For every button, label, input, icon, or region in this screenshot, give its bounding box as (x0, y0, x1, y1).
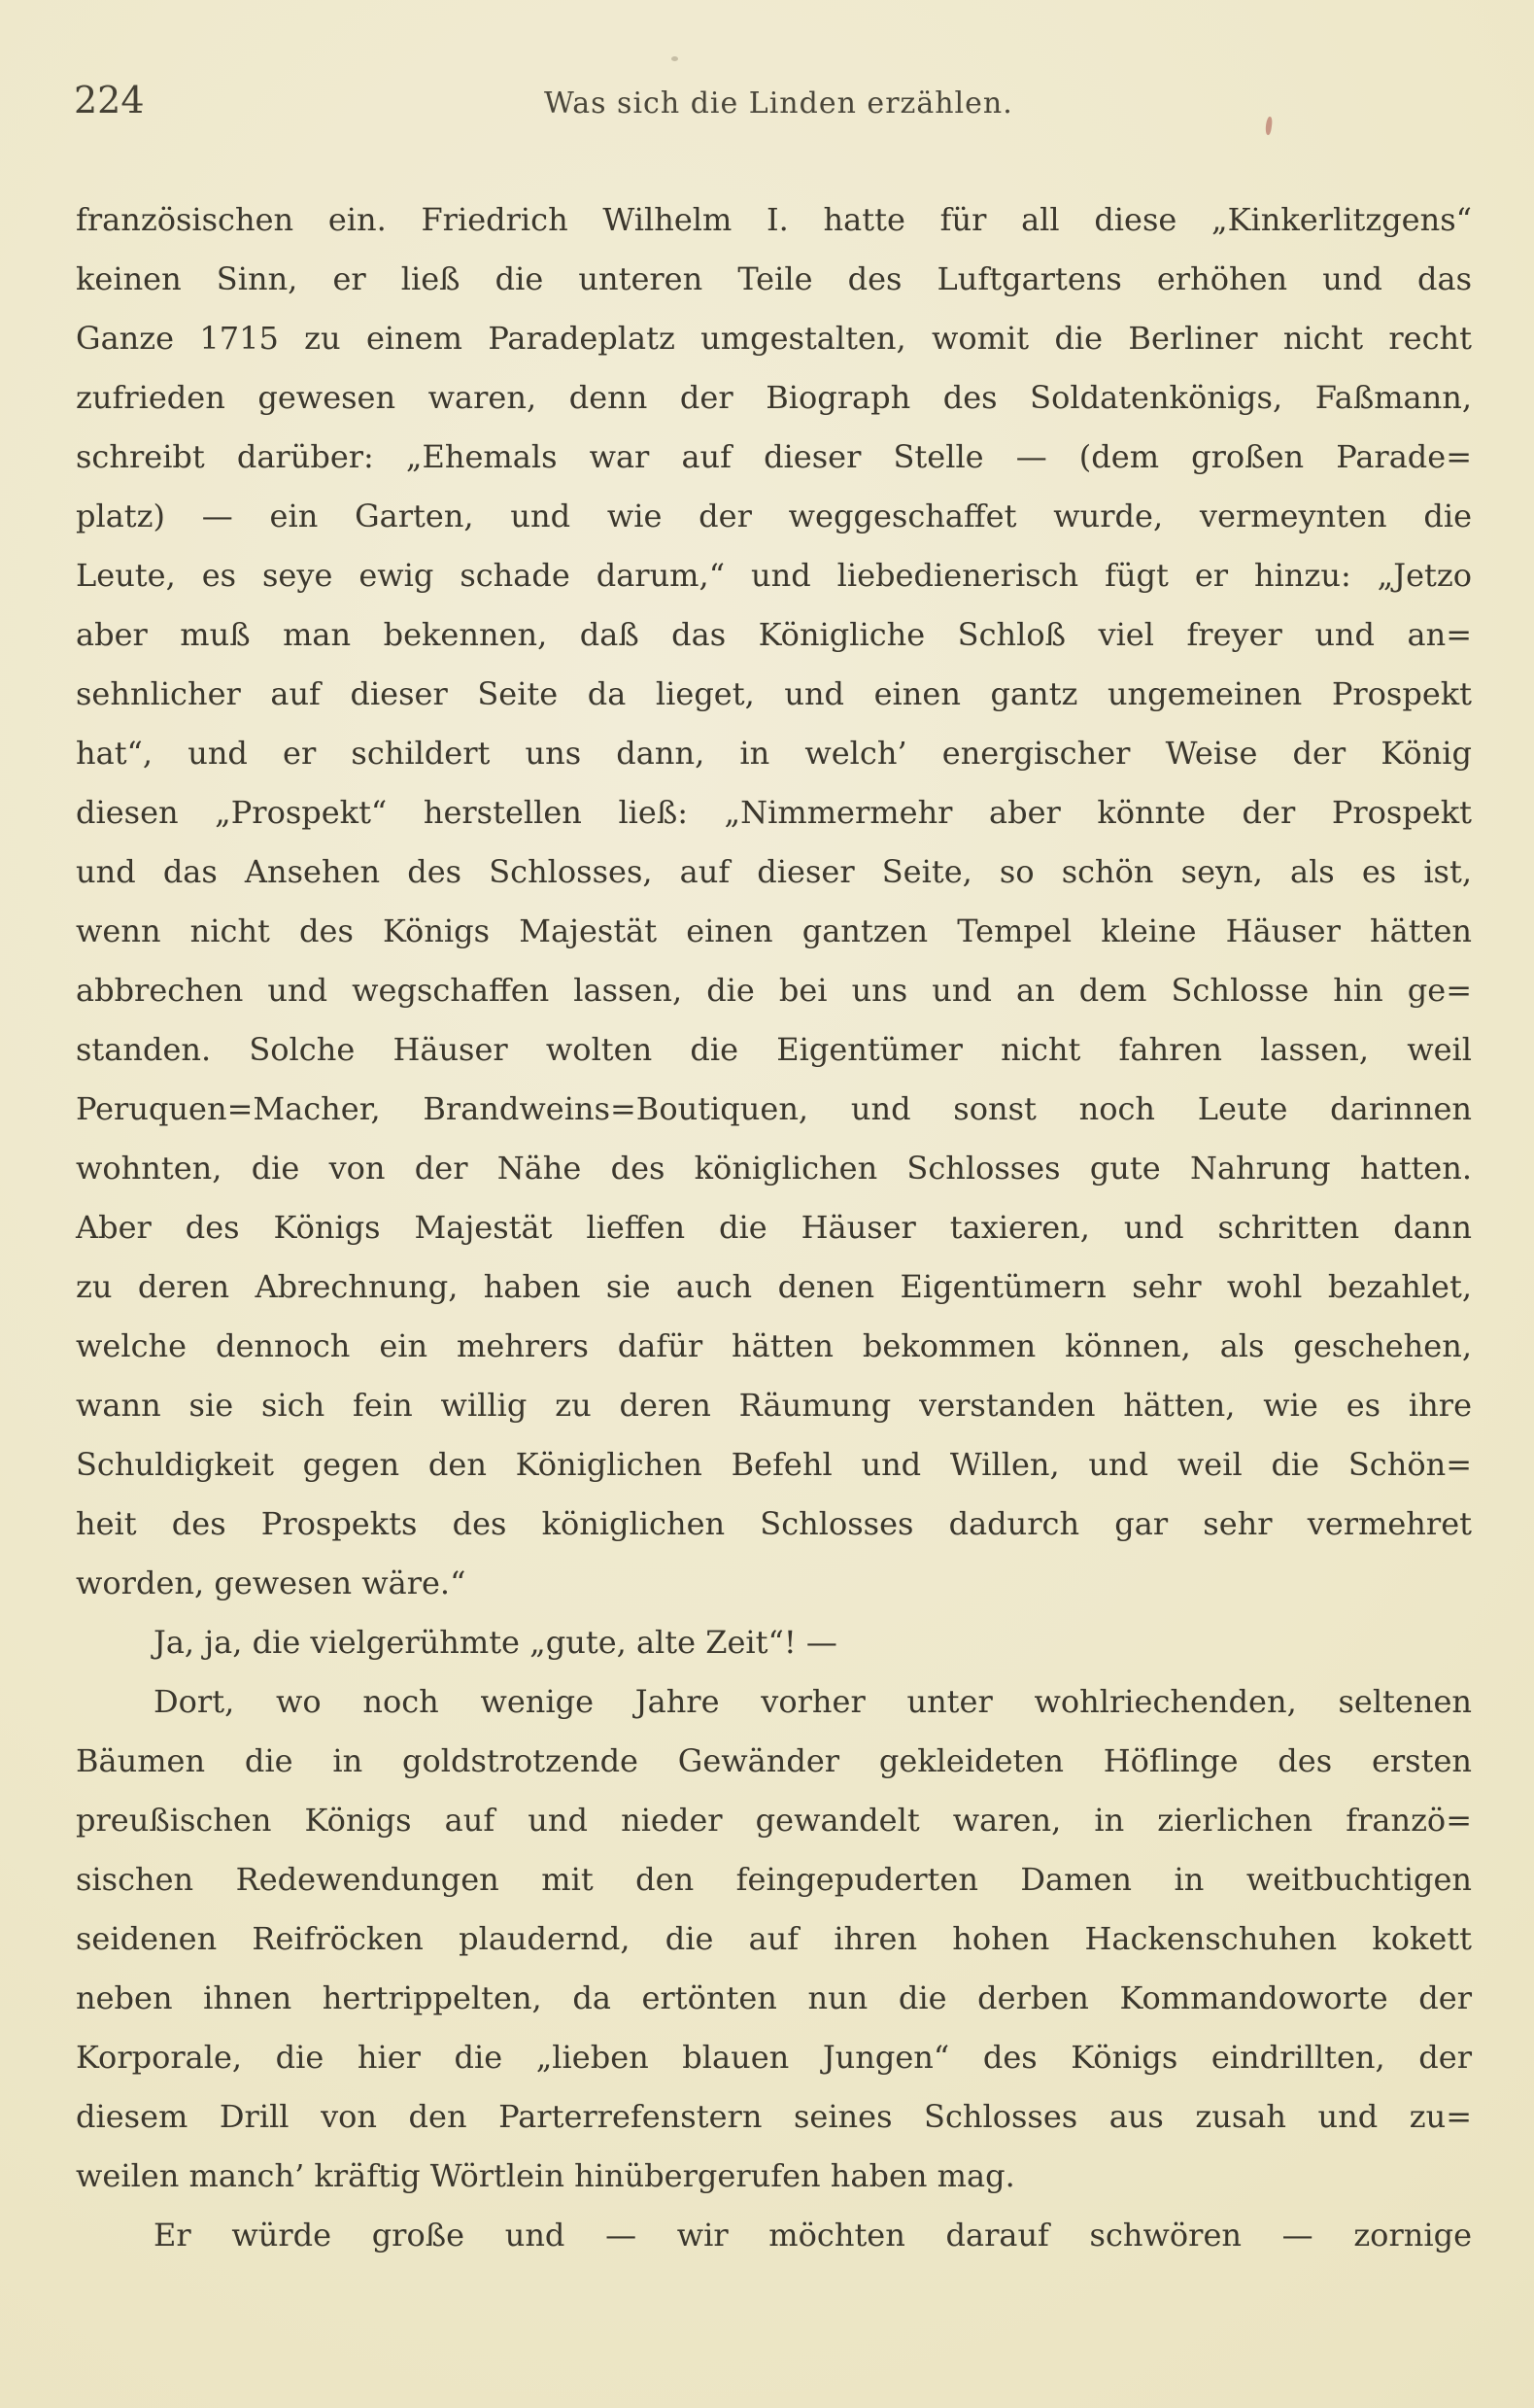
ink-speck (1265, 117, 1274, 136)
text-line: Dort, wo noch wenige Jahre vorher unter wohlriechenden, seltenen (153, 1683, 1472, 1720)
text-line: Schuldigkeit gegen den Königlichen Befehl und Willen, und weil die Schön= (76, 1446, 1472, 1483)
text-line: Er würde große und — wir möchten darauf schwören — zornige (153, 2217, 1472, 2253)
text-line: diesem Drill von den Parterrefenstern seines Schlosses aus zusah und zu= (76, 2098, 1472, 2135)
text-line: abbrechen und wegschaffen lassen, die bei uns und an dem Schlosse hin ge= (76, 972, 1472, 1009)
running-title: Was sich die Linden erzählen. (544, 86, 1013, 120)
text-line: schreibt darüber: „Ehemals war auf dieser Stelle — (dem großen Parade= (76, 438, 1472, 475)
text-line: sischen Redewendungen mit den feingepuderten Damen in weitbuchtigen (76, 1861, 1472, 1898)
text-line: diesen „Prospekt“ herstellen ließ: „Nimmermehr aber könnte der Prospekt (76, 794, 1472, 831)
text-line: wenn nicht des Königs Majestät einen gantzen Tempel kleine Häuser hätten (76, 912, 1472, 949)
paper-speck (671, 56, 678, 61)
text-line: sehnlicher auf dieser Seite da lieget, und einen gantz ungemeinen Prospekt (76, 675, 1472, 712)
text-line: wann sie sich fein willig zu deren Räumung verstanden hätten, wie es ihre (76, 1387, 1472, 1424)
text-line: zu deren Abrechnung, haben sie auch denen Eigentümern sehr wohl bezahlet, (76, 1268, 1472, 1305)
text-line: hat“, und er schildert uns dann, in welch’ energischer Weise der König (76, 735, 1472, 772)
body-text (76, 190, 1472, 2265)
text-line: und das Ansehen des Schlosses, auf dieser Seite, so schön seyn, als es ist, (76, 853, 1472, 890)
text-line: seidenen Reifröcken plaudernd, die auf ihren hohen Hackenschuhen kokett (76, 1920, 1472, 1957)
text-line: keinen Sinn, er ließ die unteren Teile des Luftgartens erhöhen und das (76, 260, 1472, 297)
text-line: worden, gewesen wäre.“ (76, 1565, 466, 1601)
text-line: zufrieden gewesen waren, denn der Biograph des Soldatenkönigs, Faßmann, (76, 379, 1472, 416)
text-line: Leute, es seye ewig schade darum,“ und liebedienerisch fügt er hinzu: „Jetzo (76, 557, 1472, 594)
text-line: welche dennoch ein mehrers dafür hätten bekommen können, als geschehen, (76, 1327, 1472, 1364)
text-line: aber muß man bekennen, daß das Königliche Schloß viel freyer und an= (76, 616, 1472, 653)
text-line: neben ihnen hertrippelten, da ertönten nun die derben Kommandoworte der (76, 1979, 1472, 2016)
text-line: weilen manch’ kräftig Wörtlein hinübergerufen haben mag. (76, 2157, 1015, 2194)
text-line: wohnten, die von der Nähe des königlichen Schlosses gute Nahrung hatten. (76, 1150, 1472, 1187)
text-line: Aber des Königs Majestät lieffen die Häuser taxieren, und schritten dann (76, 1209, 1472, 1246)
text-line: preußischen Königs auf und nieder gewandelt waren, in zierlichen franzö= (76, 1802, 1472, 1839)
text-line: heit des Prospekts des königlichen Schlosses dadurch gar sehr vermehret (76, 1505, 1472, 1542)
text-line: standen. Solche Häuser wolten die Eigentümer nicht fahren lassen, weil (76, 1031, 1472, 1068)
text-line: Bäumen die in goldstrotzende Gewänder gekleideten Höflinge des ersten (76, 1742, 1472, 1779)
text-line: französischen ein. Friedrich Wilhelm I. hatte für all diese „Kinkerlitzgens“ (76, 201, 1472, 238)
text-line: platz) — ein Garten, und wie der weggeschaffet wurde, vermeynten die (76, 498, 1472, 534)
text-line: Peruquen=Macher, Brandweins=Boutiquen, und sonst noch Leute darinnen (76, 1090, 1472, 1127)
text-line: Ganze 1715 zu einem Paradeplatz umgestalten, womit die Berliner nicht recht (76, 320, 1472, 357)
page-number: 224 (74, 79, 145, 121)
text-line: Korporale, die hier die „lieben blauen Jungen“ des Königs eindrillten, der (76, 2039, 1472, 2076)
text-line: Ja, ja, die vielgerühmte „gute, alte Zeit“! — (153, 1624, 837, 1661)
